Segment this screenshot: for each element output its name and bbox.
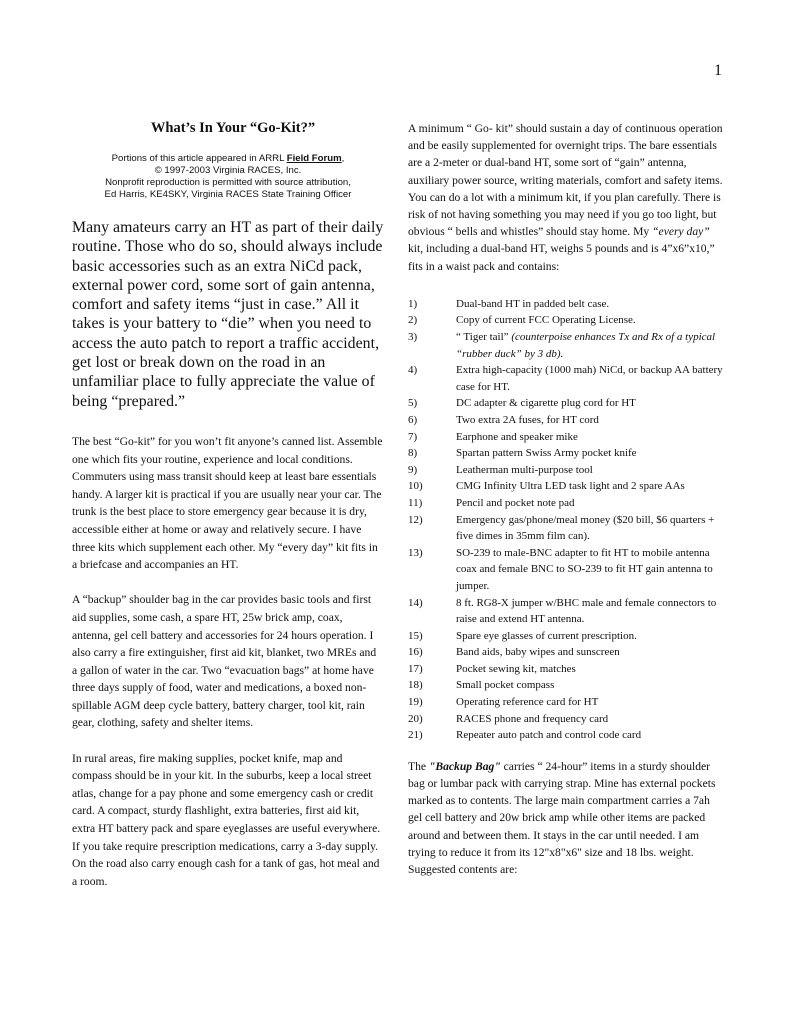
kit-item-number: 10) bbox=[408, 480, 423, 493]
kit-list-item bbox=[408, 429, 724, 446]
kit-list-item bbox=[408, 628, 724, 645]
kit-list-item bbox=[408, 727, 724, 744]
kit-item-label: Pocket sewing kit, matches bbox=[456, 662, 576, 675]
kit-list-item bbox=[408, 478, 724, 495]
kit-item-text bbox=[456, 595, 724, 628]
kit-item-label: Dual-band HT in padded belt case. bbox=[456, 297, 610, 310]
kit-list-item bbox=[408, 595, 724, 628]
kit-item-label: Spartan pattern Swiss Army pocket knife bbox=[456, 447, 637, 460]
kit-item-text bbox=[456, 495, 724, 512]
kit-item-number: 19) bbox=[408, 696, 423, 709]
kit-item-number: 7) bbox=[408, 430, 418, 443]
kit-item-text bbox=[456, 727, 724, 744]
kit-list-item bbox=[408, 495, 724, 512]
kit-item-number: 11) bbox=[408, 496, 423, 509]
kit-item-number: 12) bbox=[408, 513, 423, 526]
kit-item-label: Two extra 2A fuses, for HT cord bbox=[456, 413, 599, 426]
kit-item-number: 3) bbox=[408, 331, 418, 344]
kit-item-text bbox=[456, 395, 724, 412]
kit-item-label: DC adapter & cigarette plug cord for HT bbox=[456, 397, 636, 410]
kit-item-text bbox=[456, 677, 724, 694]
kit-list-item bbox=[408, 312, 724, 329]
kit-item-text bbox=[456, 445, 724, 462]
body-paragraph: In rural areas, fire making supplies, pocket knife, map and compass should be in your kit. In the suburbs, keep a local street atlas, change for a pay phone and some emergency cash or credit card. A compact, sturdy flashlight, extra batteries, first aid kit, extra HT battery pack and spare eyeglasses are useful everywhere. If you take require prescription medications, carry a 3-day supply. On the road also carry enough cash for a tank of gas, hot meal and a room. bbox=[72, 751, 381, 888]
kit-list-item bbox=[408, 644, 724, 661]
kit-list-item bbox=[408, 395, 724, 412]
credits-line-3: Nonprofit reproduction is permitted with source attribution, bbox=[105, 177, 351, 188]
kit-item-text bbox=[456, 628, 724, 645]
go-kit-intro-paragraph bbox=[408, 120, 724, 275]
kit-list-item bbox=[408, 412, 724, 429]
kit-item-label: SO-239 to male-BNC adapter to fit HT to mobile antenna coax and female BNC to SO-239 to fit HT gain antenna to jumper. bbox=[456, 546, 713, 592]
kit-item-label: “ Tiger tail” bbox=[456, 331, 512, 344]
kit-item-label: CMG Infinity Ultra LED task light and 2 spare AAs bbox=[456, 480, 685, 493]
kit-list-item bbox=[408, 462, 724, 479]
kit-item-text bbox=[456, 661, 724, 678]
kit-item-text bbox=[456, 711, 724, 728]
kit-list-item bbox=[408, 329, 724, 362]
kit-item-label: Repeater auto patch and control code card bbox=[456, 729, 642, 742]
article-title: What’s In Your “Go-Kit?” bbox=[150, 120, 316, 136]
kit-item-label: Spare eye glasses of current prescription. bbox=[456, 629, 637, 642]
kit-item-label: Band aids, baby wipes and sunscreen bbox=[456, 646, 620, 659]
kit-item-label: Pencil and pocket note pad bbox=[456, 496, 575, 509]
kit-list-item bbox=[408, 512, 724, 545]
kit-item-number: 14) bbox=[408, 596, 423, 609]
page-number: 1 bbox=[714, 62, 722, 79]
credits-line-2: © 1997-2003 Virginia RACES, Inc. bbox=[154, 165, 302, 176]
kit-item-number: 6) bbox=[408, 413, 418, 426]
kit-item-number: 5) bbox=[408, 397, 418, 410]
kit-item-label: Earphone and speaker mike bbox=[456, 430, 578, 443]
kit-item-number: 15) bbox=[408, 629, 423, 642]
kit-item-text bbox=[456, 478, 724, 495]
kit-item-number: 21) bbox=[408, 729, 423, 742]
kit-item-number: 18) bbox=[408, 679, 423, 692]
backup-bag-text-start: The bbox=[408, 759, 429, 773]
credits-line-1 bbox=[72, 153, 384, 165]
kit-item-text bbox=[456, 644, 724, 661]
backup-bag-paragraph bbox=[408, 758, 724, 878]
kit-item-text bbox=[456, 329, 724, 362]
kit-item-label: Operating reference card for HT bbox=[456, 696, 599, 709]
article-credits bbox=[72, 153, 384, 201]
kit-item-label: Extra high-capacity (1000 mah) NiCd, or backup AA battery case for HT. bbox=[456, 364, 723, 393]
kit-item-number: 9) bbox=[408, 463, 418, 476]
kit-item-text bbox=[456, 362, 724, 395]
kit-item-label: Copy of current FCC Operating License. bbox=[456, 314, 636, 327]
kit-item-label: RACES phone and frequency card bbox=[456, 712, 609, 725]
kit-list-item bbox=[408, 362, 724, 395]
kit-item-number: 2) bbox=[408, 314, 418, 327]
kit-item-list bbox=[408, 296, 724, 744]
kit-item-number: 20) bbox=[408, 712, 423, 725]
backup-bag-name: "Backup Bag" bbox=[428, 759, 501, 773]
kit-item-text bbox=[456, 462, 724, 479]
body-paragraph: The best “Go-kit” for you won’t fit anyone’s canned list. Assemble one which fits your routine, experience and local conditions. Commuters using mass transit should keep at least bare essentials handy. A larger kit is practical if you are usually near your car. The trunk is the best place to store emergency gear because it is dry, accessible either at home or away and relatively secure. I have three kits which supplement each other. My “every day” kit fits in a briefcase and accompanies an HT. bbox=[72, 434, 383, 572]
lead-paragraph: Many amateurs carry an HT as part of their daily routine. Those who do so, should always include basic accessories such as an extra NiCd pack, external power cord, some sort of gain antenna, comfort and safety items “just in case.” All it takes is your battery to “die” when you need to access the auto patch to report a traffic accident, get lost or break down on the road in an unfamiliar place to fully appreciate the value of being “prepared.” bbox=[72, 219, 384, 410]
kit-item-text bbox=[456, 545, 724, 595]
kit-item-text bbox=[456, 296, 724, 313]
kit-item-text bbox=[456, 312, 724, 329]
kit-item-label: Leatherman multi-purpose tool bbox=[456, 463, 593, 476]
kit-item-text bbox=[456, 412, 724, 429]
kit-list-item bbox=[408, 296, 724, 313]
kit-list-item bbox=[408, 661, 724, 678]
right-column bbox=[408, 120, 724, 878]
credits-line-1-suffix: , bbox=[341, 153, 345, 164]
kit-item-number: 4) bbox=[408, 364, 418, 377]
kit-list-item bbox=[408, 677, 724, 694]
backup-bag-text: carries “ 24-hour” items in a sturdy shoulder bag or lumbar pack with carrying strap. Mine has external pockets marked as to contents. The large main compartment carries a 7ah gel cell battery and 20w brick amp while other items are packed around and between them. It stays in the car until needed. I am trying to reduce it from its 12"x8"x6" size and 18 lbs. weight. Suggested contents are: bbox=[408, 759, 716, 877]
kit-item-number: 17) bbox=[408, 662, 423, 675]
kit-item-number: 1) bbox=[408, 297, 418, 310]
every-day-emphasis: “every day” bbox=[652, 225, 710, 239]
kit-item-label: Emergency gas/phone/meal money ($20 bill, $6 quarters + five dimes in 35mm film can). bbox=[456, 513, 715, 543]
kit-list-item bbox=[408, 445, 724, 462]
kit-list-item bbox=[408, 694, 724, 711]
go-kit-intro-text: A minimum “ Go- kit” should sustain a day of continuous operation and be easily supplemented for overnight trips. The bare essentials are a 2-meter or dual-band HT, some sort of “gain” antenna, auxiliary power source, writing materials, comfort and safety items. You can do a lot with a minimum kit, if you plan carefully. There is risk of not having something you may need if you go too light, but obvious “ bells and whistles” should stay home. My bbox=[408, 122, 723, 239]
body-paragraph: A “backup” shoulder bag in the car provides basic tools and first aid supplies, some cash, a spare HT, 25w brick amp, coax, antenna, gel cell battery and accessories for 24 hours operation. I also carry a fire extinguisher, first aid kit, blanket, two MREs and a gallon of water in the car. Two “evacuation bags” at home have three days supply of food, water and medications, a boxed non-spillable AGM deep cycle battery, battery charger, tool kit, rain gear, clothing, safety and shelter items. bbox=[72, 593, 377, 730]
kit-item-text bbox=[456, 512, 724, 545]
left-column bbox=[72, 120, 384, 890]
kit-item-text bbox=[456, 694, 724, 711]
credits-line-1-prefix: Portions of this article appeared in ARRL bbox=[111, 153, 287, 164]
kit-item-number: 13) bbox=[408, 546, 423, 559]
kit-item-note: (counterpoise enhances Tx and Rx of a typical “rubber duck” by 3 db). bbox=[456, 331, 716, 360]
kit-item-number: 8) bbox=[408, 447, 418, 460]
kit-item-text bbox=[456, 429, 724, 446]
kit-list-item bbox=[408, 711, 724, 728]
kit-list-item bbox=[408, 545, 724, 595]
credits-line-4: Ed Harris, KE4SKY, Virginia RACES State Training Officer bbox=[104, 189, 352, 200]
kit-item-number: 16) bbox=[408, 646, 423, 659]
go-kit-intro-text-end: kit, including a dual-band HT, weighs 5 pounds and is 4”x6”x10,” fits in a waist pack and contains: bbox=[408, 242, 715, 273]
field-forum-label: Field Forum bbox=[286, 153, 342, 164]
kit-item-label: Small pocket compass bbox=[456, 679, 555, 692]
kit-item-label: 8 ft. RG8-X jumper w/BHC male and female connectors to raise and extend HT antenna. bbox=[456, 596, 717, 626]
